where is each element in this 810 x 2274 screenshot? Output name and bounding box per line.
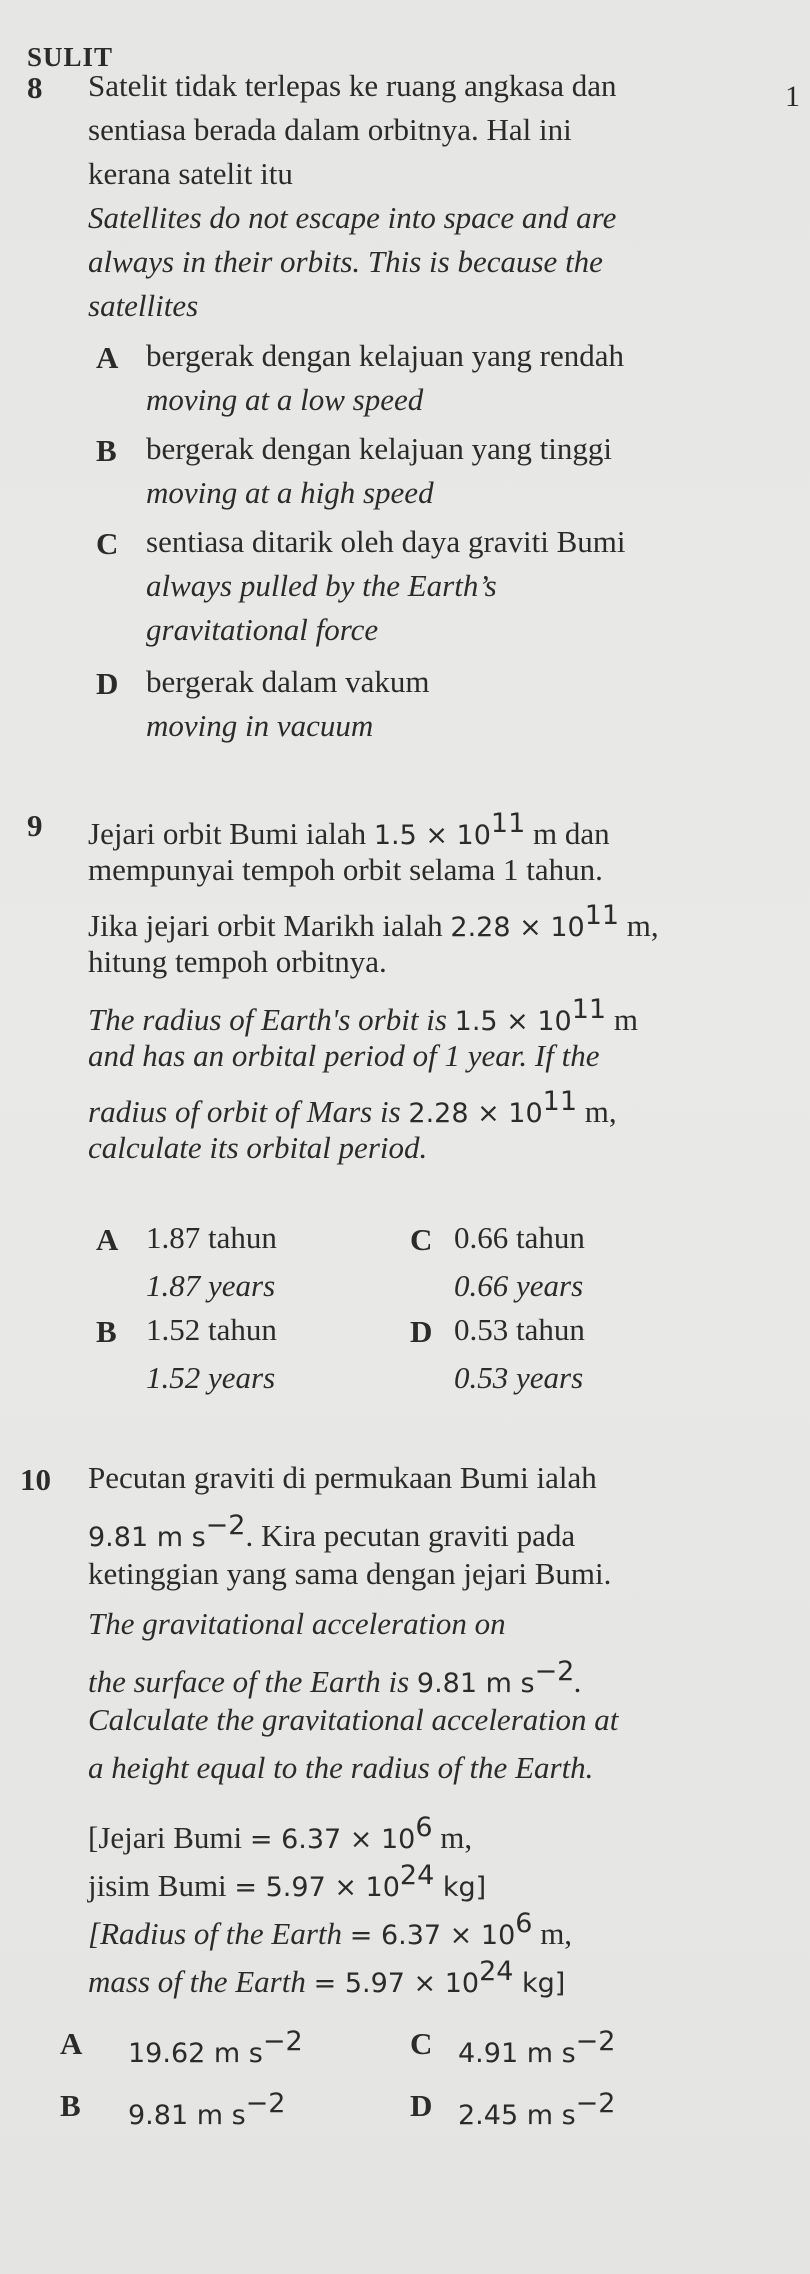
q9-option-c-letter[interactable]: C <box>410 1222 433 1257</box>
page-header: SULIT <box>27 42 114 72</box>
q10-option-c-value[interactable] <box>458 2020 615 2076</box>
q9-option-a-en[interactable]: 1.87 years <box>146 1268 276 1303</box>
q8-en-line-1: Satellites do not escape into space and are <box>88 200 617 235</box>
q10-data-4-value: = 5.97 × 10 <box>313 1968 480 1999</box>
q10-data-2-exponent: 24 <box>399 1860 435 1891</box>
q8-option-b-ms[interactable]: bergerak dengan kelajuan yang tinggi <box>146 431 612 466</box>
q10-data-2-value: = 5.97 × 10 <box>234 1872 400 1903</box>
q9-en-1b: m <box>606 1002 638 1037</box>
q10-option-d-exponent: −2 <box>575 2088 616 2119</box>
q9-option-a-letter[interactable]: A <box>96 1222 119 1257</box>
q10-ms-2b: . Kira pecutan graviti pada <box>245 1518 576 1553</box>
q9-option-c-en[interactable]: 0.66 years <box>454 1268 584 1303</box>
q9-option-d-ms[interactable]: 0.53 tahun <box>454 1312 585 1347</box>
q10-data-2a: jisim Bumi <box>88 1868 235 1903</box>
q10-option-d-text: 2.45 m s <box>458 2100 576 2131</box>
q8-option-b-en[interactable]: moving at a high speed <box>146 475 434 510</box>
q9-ms-1-value: 1.5 × 10 <box>373 820 491 851</box>
q8-number: 8 <box>27 70 43 105</box>
q8-en-line-2: always in their orbits. This is because the <box>88 244 603 279</box>
q10-en-2a: the surface of the Earth is <box>88 1664 417 1699</box>
q10-option-a-value[interactable] <box>128 2020 303 2076</box>
q10-option-b-text: 9.81 m s <box>128 2100 246 2131</box>
q10-data-3-exponent: 6 <box>515 1908 533 1939</box>
q10-data-4-exponent: 24 <box>479 1956 514 1987</box>
q8-ms-line-1: Satelit tidak terlepas ke ruang angkasa dan <box>88 68 617 103</box>
q8-option-d-en[interactable]: moving in vacuum <box>146 708 374 743</box>
q9-ms-line-2: mempunyai tempoh orbit selama 1 tahun. <box>88 852 603 887</box>
q10-option-d-value[interactable] <box>458 2082 615 2138</box>
q9-ms-1a: Jejari orbit Bumi ialah <box>88 816 374 851</box>
q9-ms-1b: m dan <box>525 816 610 851</box>
q9-ms-3-exponent: 11 <box>584 900 620 931</box>
q10-option-a-text: 19.62 m s <box>128 2038 263 2069</box>
q10-data-3-value: = 6.37 × 10 <box>349 1920 516 1951</box>
q10-data-4a: mass of the Earth <box>88 1964 314 1999</box>
q10-data-3a: [Radius of the Earth <box>88 1916 350 1951</box>
q9-ms-line-4: hitung tempoh orbitnya. <box>88 944 387 979</box>
q9-option-a-ms[interactable]: 1.87 tahun <box>146 1220 277 1255</box>
q10-en-line-3: Calculate the gravitational acceleration at <box>88 1702 619 1737</box>
q10-option-c-text: 4.91 m s <box>458 2038 576 2069</box>
q9-option-b-ms[interactable]: 1.52 tahun <box>146 1312 277 1347</box>
q8-option-c-en[interactable]: always pulled by the Earth’s <box>146 568 497 603</box>
q10-data-2b: kg] <box>434 1872 487 1903</box>
q10-en-2-value: 9.81 m s <box>416 1668 535 1699</box>
q10-data-4b: kg] <box>513 1968 566 1999</box>
q9-en-3b: m, <box>577 1094 617 1129</box>
q10-data-1a: [Jejari Bumi <box>88 1820 250 1855</box>
q8-option-a-ms[interactable]: bergerak dengan kelajuan yang rendah <box>146 338 624 373</box>
q9-option-c-ms[interactable]: 0.66 tahun <box>454 1220 585 1255</box>
q9-option-d-en[interactable]: 0.53 years <box>454 1360 584 1395</box>
q9-en-3-exponent: 11 <box>542 1086 578 1117</box>
q9-en-3a: radius of orbit of Mars is <box>88 1094 409 1129</box>
q8-option-d-ms[interactable]: bergerak dalam vakum <box>146 664 430 699</box>
q8-option-b-letter[interactable]: B <box>96 433 117 468</box>
q9-ms-1-exponent: 11 <box>490 808 526 839</box>
q10-en-line-1: The gravitational acceleration on <box>88 1606 506 1641</box>
q10-data-line-4 <box>88 1950 565 2006</box>
q9-option-b-en[interactable]: 1.52 years <box>146 1360 276 1395</box>
q10-option-b-value[interactable] <box>128 2082 285 2138</box>
q9-option-d-letter[interactable]: D <box>410 1314 433 1349</box>
q10-option-c-exponent: −2 <box>575 2026 616 2057</box>
q9-en-1a: The radius of Earth's orbit is <box>88 1002 455 1037</box>
q8-ms-line-2: sentiasa berada dalam orbitnya. Hal ini <box>88 112 572 147</box>
q9-ms-3a: Jika jejari orbit Marikh ialah <box>88 908 451 943</box>
q9-number: 9 <box>27 808 43 843</box>
q8-option-d-letter[interactable]: D <box>96 666 119 701</box>
q10-number: 10 <box>20 1462 51 1497</box>
q10-ms-line-3: ketinggian yang sama dengan jejari Bumi. <box>88 1556 612 1591</box>
q10-data-1b: m, <box>432 1820 473 1855</box>
q10-option-d-letter[interactable]: D <box>410 2088 433 2123</box>
q10-en-2b: . <box>574 1664 583 1699</box>
q10-ms-2-exponent: −2 <box>205 1510 246 1541</box>
q10-option-b-exponent: −2 <box>245 2088 286 2119</box>
q8-option-c-letter[interactable]: C <box>96 526 119 561</box>
q10-en-2-exponent: −2 <box>534 1656 575 1687</box>
page-number: 1 <box>785 80 800 113</box>
q8-en-line-3: satellites <box>88 288 199 323</box>
q10-option-c-letter[interactable]: C <box>410 2026 433 2061</box>
q10-ms-line-1: Pecutan graviti di permukaan Bumi ialah <box>88 1460 597 1495</box>
q9-en-3-value: 2.28 × 10 <box>408 1098 543 1129</box>
q9-en-line-2: and has an orbital period of 1 year. If the <box>88 1038 600 1073</box>
q8-option-c-en-2[interactable]: gravitational force <box>146 612 379 647</box>
q9-ms-3-value: 2.28 × 10 <box>450 912 585 943</box>
q9-ms-3b: m, <box>619 908 659 943</box>
q8-option-a-letter[interactable]: A <box>96 340 119 375</box>
q10-ms-2-value: 9.81 m s <box>88 1522 206 1553</box>
q9-en-1-value: 1.5 × 10 <box>454 1006 572 1037</box>
q9-option-b-letter[interactable]: B <box>96 1314 117 1349</box>
q10-option-a-exponent: −2 <box>262 2026 303 2057</box>
q10-en-line-4: a height equal to the radius of the Earth. <box>88 1750 594 1785</box>
q8-option-c-ms[interactable]: sentiasa ditarik oleh daya graviti Bumi <box>146 524 626 559</box>
q10-option-b-letter[interactable]: B <box>60 2088 81 2123</box>
q9-en-line-4: calculate its orbital period. <box>88 1130 428 1165</box>
q10-data-1-value: = 6.37 × 10 <box>249 1824 416 1855</box>
q10-option-a-letter[interactable]: A <box>60 2026 83 2061</box>
q8-ms-line-3: kerana satelit itu <box>88 156 293 191</box>
q8-option-a-en[interactable]: moving at a low speed <box>146 382 424 417</box>
q10-data-1-exponent: 6 <box>415 1812 433 1843</box>
q10-data-3b: m, <box>532 1916 573 1951</box>
q9-en-1-exponent: 11 <box>571 994 607 1025</box>
